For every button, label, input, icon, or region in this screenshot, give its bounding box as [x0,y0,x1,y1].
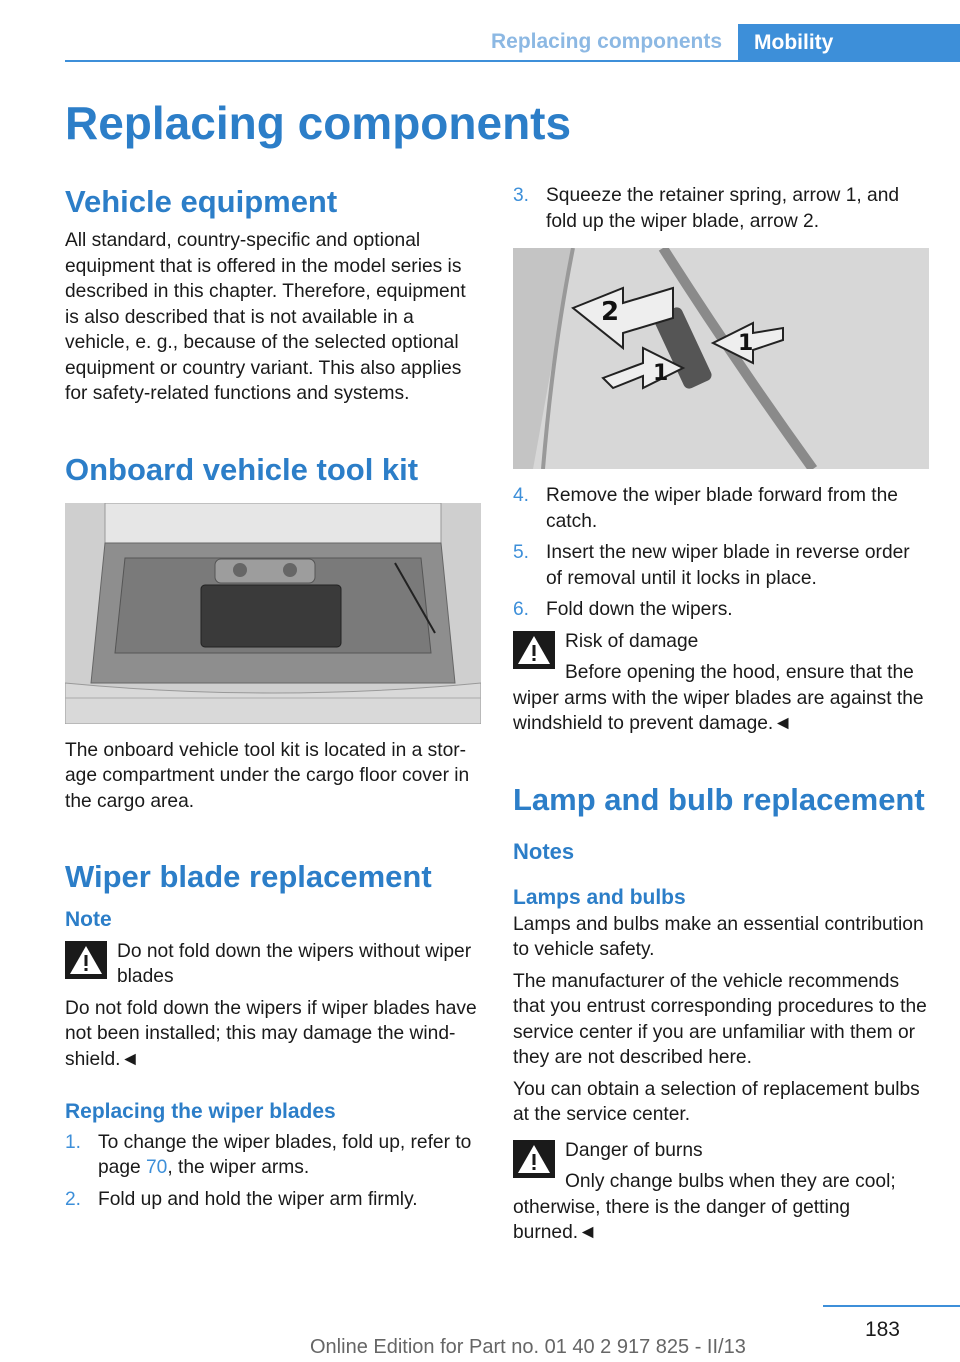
warning-triangle-icon [65,941,107,979]
list-item [513,540,929,591]
damage-warning-title: Risk of damage [565,630,699,652]
damage-warning [513,629,929,737]
wiper-steps-right [513,183,929,234]
replacing-wiper-heading: Replacing the wiper blades [65,1100,336,1124]
step-text: Fold down the wipers. [546,599,733,620]
page-number: 183 [864,1318,900,1341]
chapter-tab-label: Mobility [754,31,834,54]
tool-kit-illustration [65,503,481,724]
lamp-replacement-heading: Lamp and bulb replacement [513,781,925,817]
page-reference-link[interactable]: 70 [146,1157,168,1179]
vehicle-equipment-text: All standard, country-specific and optional equipment that is offered in the model series is described in this chapter. Therefore, equipment is also described that is not available in a vehicle, e. g., because of the selected optional equipment or country variant. This also applies for safety-related functions and systems. [65,230,466,405]
note-heading: Note [65,907,112,931]
right-column [513,183,929,1246]
header-rule [65,60,960,62]
burn-warning-text: Only change bulbs when they are cool; otherwise, there is the danger of getting burned.◄ [513,1171,896,1244]
step-text: Fold up and hold the wiper arm firmly. [98,1188,418,1210]
wiper-replacement-heading: Wiper blade replacement [65,859,432,895]
list-item [513,597,929,623]
list-item [513,183,929,234]
step-number: 4. [513,485,530,506]
tool-kit-figure [65,503,481,724]
arrow-1-label-upper: 1 [738,331,754,356]
list-item [65,1130,481,1181]
burn-warning [513,1138,929,1246]
edition-footer: Online Edition for Part no. 01 40 2 917 825 - II/13 [310,1336,746,1358]
left-column [65,183,481,1218]
step-text: , the wiper arms. [167,1157,310,1179]
footer-rule [823,1305,960,1307]
lamps-text-1: Lamps and bulbs make an essential contribution to vehicle safety. [513,913,924,961]
wiper-figure [513,248,929,469]
step-text: Remove the wiper blade forward from the catch. [546,485,898,532]
arrow-2-label: 2 [601,297,620,327]
running-header-section: Replacing components [490,30,722,53]
step-number: 6. [513,599,530,620]
list-item [65,1187,481,1213]
wiper-illustration [513,248,929,469]
lamps-text-2: The manufacturer of the vehicle recommends that you entrust corresponding procedures to the service center if you are unfamiliar with them or they are not described here. [513,970,927,1069]
step-text: Squeeze the retainer spring, arrow 1, and fold up the wiper blade, arrow 2. [546,185,900,232]
lamps-bulbs-heading: Lamps and bulbs [513,886,686,910]
step-number: 3. [513,185,530,206]
list-item [513,483,929,534]
page-title: Replacing components [65,97,572,149]
step-text: Insert the new wiper blade in reverse order of removal until it locks in place. [546,542,910,589]
warning-triangle-icon [513,1140,555,1178]
chapter-tab [738,24,960,62]
wiper-steps-left [65,1130,481,1213]
step-number: 5. [513,542,530,563]
burn-warning-title: Danger of burns [565,1139,703,1161]
wiper-warning-text: Do not fold down the wipers if wiper blades have not been installed; this may damage the windshield.◄ [65,997,477,1070]
lamps-text-3: You can obtain a selection of replacement bulbs at the service center. [513,1078,920,1126]
wiper-warning-title: Do not fold down the wipers without wiper blades [117,940,472,988]
wiper-warning [65,939,481,1073]
tool-kit-text: The onboard vehicle tool kit is located in a storage compartment under the cargo floor cover in the cargo area. [65,739,470,812]
notes-heading: Notes [513,838,575,864]
step-number: 2. [65,1188,82,1210]
tool-kit-heading: Onboard vehicle tool kit [65,451,419,487]
wiper-steps-right-2 [513,483,929,623]
vehicle-equipment-heading: Vehicle equipment [65,184,338,219]
arrow-1-label-lower: 1 [653,361,669,386]
step-text: To change the wiper blades, fold up, refer to page [98,1131,472,1179]
damage-warning-text: Before opening the hood, ensure that the wiper arms with the wiper blades are against the windshield to prevent damage.◄ [513,662,924,734]
step-number: 1. [65,1131,82,1153]
warning-triangle-icon [513,631,555,669]
